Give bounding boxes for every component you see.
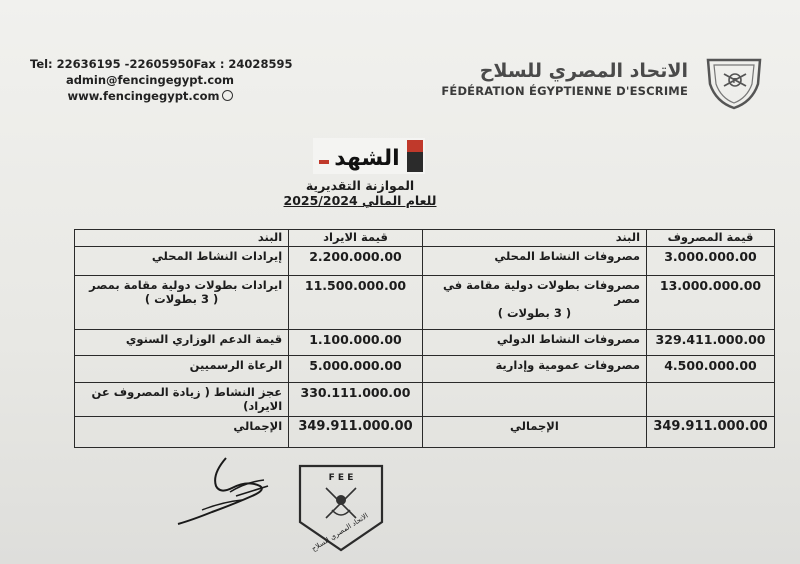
revenue-amount: 5.000.000.00 — [289, 356, 423, 383]
expense-item — [422, 276, 646, 329]
federation-shield-logo — [702, 54, 766, 110]
table-row — [75, 383, 775, 417]
expense-item-line-1: مصروفات بطولات دولية مقامة في مصر — [442, 278, 641, 307]
table-row — [75, 247, 775, 276]
revenue-item: عجز النشاط ( زيادة المصروف عن الايراد) — [75, 383, 289, 417]
table-row — [75, 356, 775, 383]
expense-item: مصروفات النشاط المحلي — [422, 247, 646, 276]
revenue-item: الرعاة الرسميين — [75, 356, 289, 383]
table-total-row — [75, 417, 775, 448]
expense-item: مصروفات عمومية وإدارية — [422, 356, 646, 383]
header-revenue-amount: قيمة الايراد — [289, 230, 423, 247]
document-title — [280, 178, 440, 208]
revenue-item-line-2: ( 3 بطولات ) — [144, 292, 219, 307]
revenue-amount: 11.500.000.00 — [289, 276, 423, 329]
revenue-total-amount: 349.911.000.00 — [289, 417, 423, 448]
expense-total-label: الإجمالي — [422, 417, 646, 448]
expense-item — [422, 383, 646, 417]
header-expense-amount: قيمة المصروف — [647, 230, 775, 247]
expense-item-line-2: ( 3 بطولات ) — [497, 306, 572, 321]
table-header-row — [75, 230, 775, 247]
revenue-total-label: الإجمالي — [75, 417, 289, 448]
email: admin@fencingegypt.com — [65, 73, 235, 87]
expense-amount: 329.411.000.00 — [647, 329, 775, 356]
contact-info — [30, 56, 293, 104]
expense-amount: 13.000.000.00 — [647, 276, 775, 329]
revenue-item: إيرادات النشاط المحلي — [75, 247, 289, 276]
title-line-1: الموازنة التقديرية — [305, 178, 415, 193]
expense-total-amount: 349.911.000.00 — [647, 417, 775, 448]
svg-text:F: F — [732, 77, 738, 85]
revenue-item-line-1: ايرادات بطولات دولية مقامة بمصر — [89, 278, 283, 293]
table-row — [75, 276, 775, 329]
federation-name-french: FÉDÉRATION ÉGYPTIENNE D'ESCRIME — [441, 84, 688, 98]
title-line-2: للعام المالي 2025/2024 — [283, 193, 437, 208]
official-stamp — [296, 462, 386, 554]
expense-amount: 4.500.000.00 — [647, 356, 775, 383]
stamp-top-text: F E E — [328, 473, 354, 483]
expense-amount: 3.000.000.00 — [647, 247, 775, 276]
federation-name — [358, 60, 688, 98]
revenue-amount: 330.111.000.00 — [289, 383, 423, 417]
header-revenue-item: البند — [75, 230, 289, 247]
phone-fax: Tel: 22636195 -22605950Fax : 24028595 — [30, 57, 293, 71]
federation-name-arabic: الاتحاد المصري للسلاح — [479, 60, 688, 82]
stamp-bottom-text: الاتحاد المصري للسلاح — [310, 511, 370, 553]
newspaper-logo — [313, 138, 425, 174]
website-text: www.fencingegypt.com — [67, 89, 220, 103]
revenue-amount: 1.100.000.00 — [289, 329, 423, 356]
header-expense-item: البند — [422, 230, 646, 247]
revenue-amount: 2.200.000.00 — [289, 247, 423, 276]
table-row — [75, 329, 775, 356]
expense-amount — [647, 383, 775, 417]
newspaper-logo-text: الشهد — [334, 146, 400, 171]
revenue-item — [75, 276, 289, 329]
globe-icon — [222, 90, 233, 101]
expense-item: مصروفات النشاط الدولي — [422, 329, 646, 356]
website — [30, 88, 270, 104]
budget-table — [74, 229, 775, 448]
revenue-item: قيمة الدعم الوزاري السنوي — [75, 329, 289, 356]
handwritten-signature — [172, 452, 292, 530]
